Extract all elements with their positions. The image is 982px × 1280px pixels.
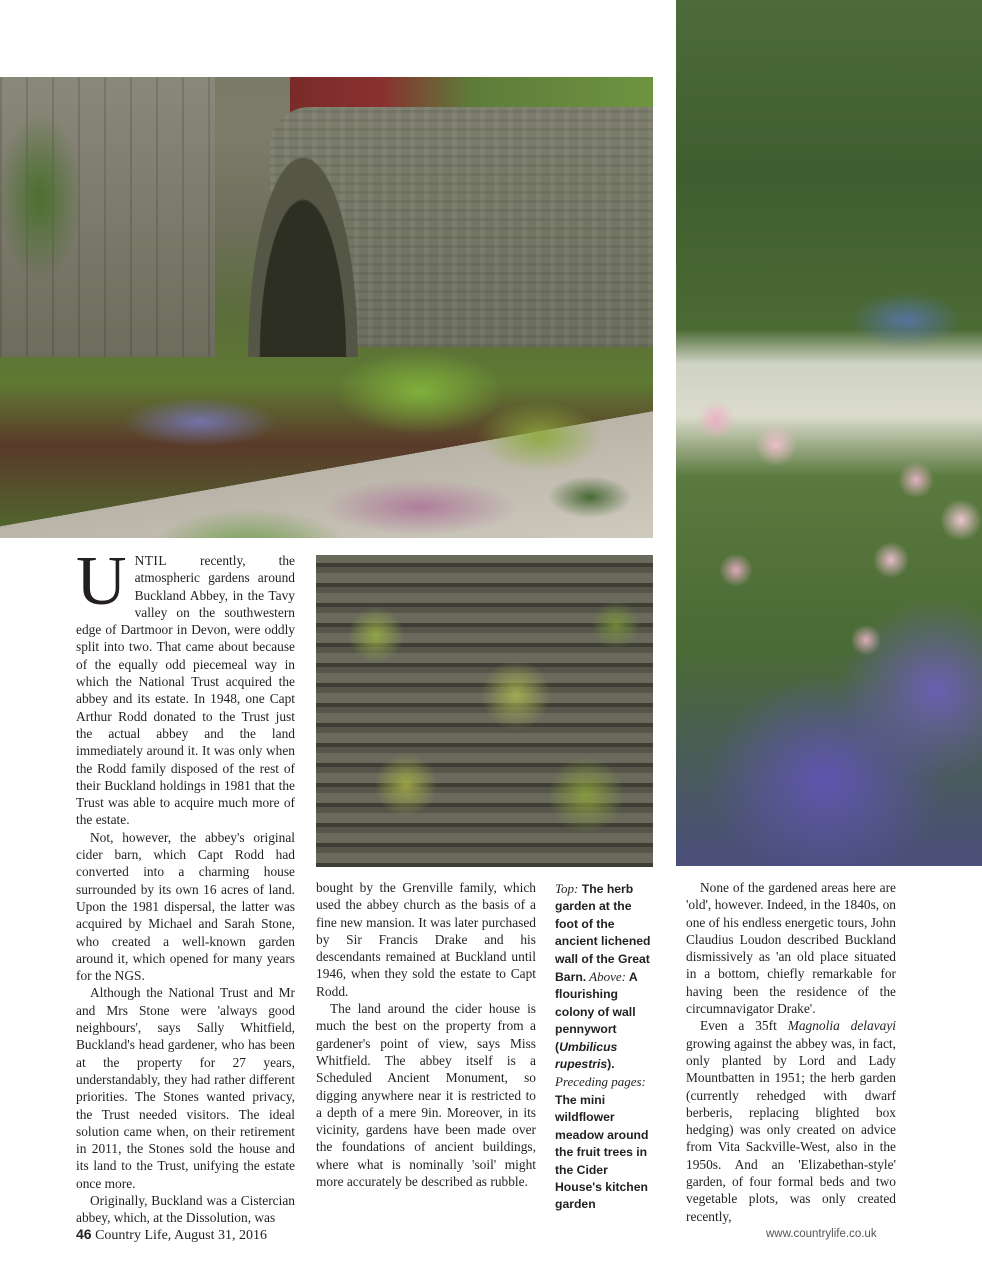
- roses-catmint-photo: [676, 0, 982, 866]
- caption-text-top: The herb garden at the foot of the ancient lichened wall of the Great Barn.: [555, 882, 651, 985]
- article-paragraph: The land around the cider house is much the best on the property from a gardener's point of view, says Miss Whitfield. The abbey itself is a Scheduled Ancient Monument, so digging anywhere near it is restricted to a depth of a mere 9in. Moreover, in its vicinity, gardens have been made over the foundations of ancient buildings, where what is nominally 'soil' might more accurately be described as rubble.: [316, 1001, 536, 1190]
- page-footer-left: [76, 1226, 267, 1244]
- article-paragraph: [76, 543, 295, 829]
- article-paragraph: bought by the Grenville family, which used the abbey church as the basis of a fine new mansion. It was later purchased by Sir Francis Drake and his descendants remained at Buckland until 1946, when they sold the estate to Capt Rodd.: [316, 880, 536, 999]
- website-url: www.countrylife.co.uk: [766, 1228, 877, 1240]
- caption-text-above-end: ).: [607, 1057, 615, 1072]
- caption-label-above: Above:: [586, 969, 626, 985]
- caption-text-preceding: The mini wildflower meadow around the fruit trees in the Cider House's kitchen garden: [555, 1092, 649, 1212]
- caption-species: Umbilicus rupestris: [555, 1039, 618, 1072]
- stone-archway: [248, 157, 358, 357]
- article-paragraph: [686, 1017, 896, 1225]
- paragraph-text: growing against the abbey was, in fact, only planted by Lord and Lady Mountbatten in 1951; the herb garden (currently rehedged with dwarf berberis, replacing blighted box hedging) was only created on advice from Vita Sackville-West, also in the 1950s. And an 'Elizabethan-style' garden, of four formal beds and two vegetable plots, was only created recently,: [686, 1035, 896, 1224]
- article-paragraph: Not, however, the abbey's original cider barn, which Capt Rodd had converted into a charming house surrounded by its own 16 acres of land. Upon the 1981 dispersal, the latter was acquired by Michael and Sarah Stone, who created a well-known garden around it, which opened for many years for the NGS.: [76, 829, 295, 984]
- article-column-2: [316, 879, 536, 1190]
- drop-cap: U: [76, 543, 127, 620]
- photo-caption: [555, 880, 655, 1214]
- caption-label-preceding: Preceding pages:: [555, 1074, 646, 1090]
- article-column-3: [686, 879, 896, 1225]
- plant-name: Magnolia delavayi: [787, 1018, 896, 1034]
- article-paragraph: Originally, Buckland was a Cistercian abbey, which, at the Dissolution, was: [76, 1192, 295, 1226]
- ivy-growth: [0, 77, 120, 337]
- paragraph-text: Even a 35ft: [700, 1018, 788, 1034]
- article-paragraph: Although the National Trust and Mr and Mrs Stone were 'always good neighbours', says Sally Whitfield, Buckland's head gardener, who has been at the property for 27 years, understandably, they had rather different priorities. The Stones wanted privacy, the Trust needed visitors. The ideal solution came when, on their retirement in 2011, the Stones sold the house and its land to the Trust, unifying the estate once more.: [76, 985, 295, 1191]
- page-number: 46: [76, 1226, 92, 1242]
- article-column-1: [76, 543, 295, 1227]
- caption-text-above: A flourishing colony of wall pennywort (: [555, 970, 638, 1054]
- herb-garden-photo: [0, 77, 653, 538]
- publication-info: Country Life, August 31, 2016: [91, 1228, 267, 1243]
- paragraph-text: recently, the atmospheric gardens around Buckland Abbey, in the Tavy valley on the southwestern edge of Dartmoor in Devon, were oddly split into two. That came about because of the equally odd piecemeal way in which the National Trust acquired the abbey and its estate. In 1948, one Capt Arthur Rodd donated to the Trust just the actual abbey and the land immediately around it. It was only when the Rodd family disposed of the rest of their Buckland holdings in 1981 that the Trust was able to acquire much more of the estate.: [76, 553, 295, 828]
- lead-in: NTIL: [134, 553, 168, 568]
- article-paragraph: None of the gardened areas here are 'old', however. Indeed, in the 1840s, on one of his endless energetic tours, John Claudius Loudon described Buckland dismissively as 'an old place situated in a bottom, chiefly remarkable for having been the residence of the circumnavigator Drake'.: [686, 880, 896, 1017]
- wall-pennywort-photo: [316, 555, 653, 867]
- caption-label-top: Top:: [555, 881, 579, 896]
